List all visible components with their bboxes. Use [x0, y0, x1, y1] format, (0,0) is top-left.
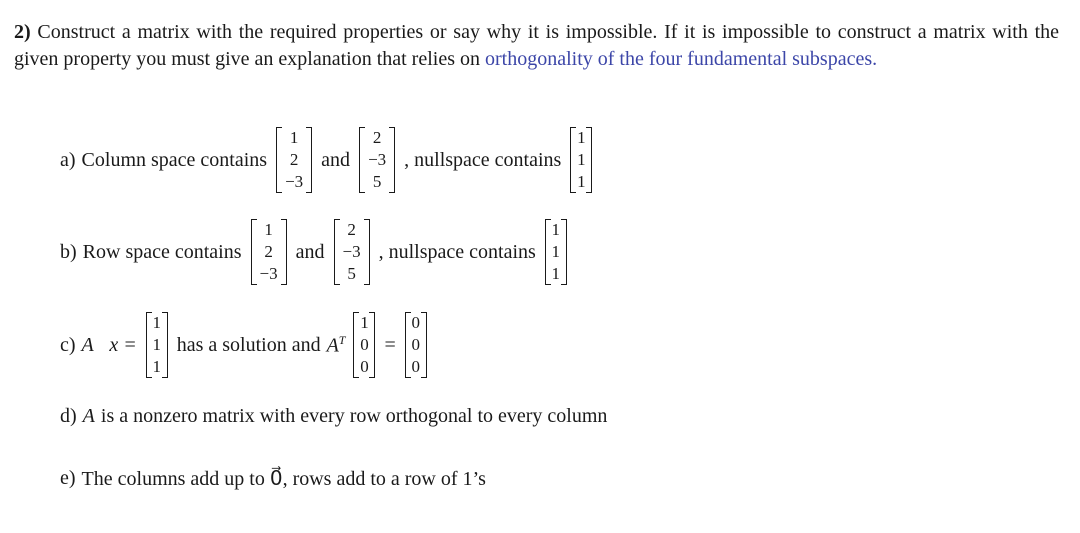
part-b — [60, 219, 570, 285]
part-e-text: The columns add up to 0⃗, rows add to a row of 1’s — [81, 468, 486, 490]
part-d-label: d) — [60, 405, 77, 427]
part-c-vector-1: 1 1 1 — [146, 312, 168, 378]
part-a-label: a) — [60, 148, 76, 171]
part-a-text2: , nullspace contains — [404, 148, 562, 171]
part-b-label: b) — [60, 240, 77, 263]
part-c-lhs: A⃗x = — [81, 333, 137, 356]
problem-statement — [14, 19, 1059, 73]
part-b-vector-2: 2 −3 5 — [334, 219, 370, 285]
part-c-text1: has a solution and — [176, 333, 321, 356]
part-a-vector-1: 1 2 −3 — [276, 127, 312, 193]
part-c-vector-2: 1 0 0 — [353, 312, 375, 378]
orthogonality-link-text: orthogonality of the four fundamental subspaces. — [485, 48, 878, 70]
part-c — [60, 312, 430, 378]
part-d — [60, 405, 607, 428]
part-c-label: c) — [60, 333, 76, 356]
part-c-equals: = — [384, 333, 396, 356]
problem-intro: Construct a matrix with the required properties or say why it is impossible. If it is impossible to construct a matrix with the given property you must give an explanation that relies on — [14, 21, 1059, 70]
part-c-a-transpose: $A^T$ — [326, 332, 346, 357]
part-a — [60, 127, 595, 193]
part-e — [60, 466, 492, 491]
part-b-vector-3: 1 1 1 — [545, 219, 567, 285]
part-c-vector-3: 0 0 0 — [405, 312, 427, 378]
part-a-vector-3: 1 1 1 — [570, 127, 592, 193]
part-a-and: and — [321, 148, 351, 171]
part-b-vector-1: 1 2 −3 — [251, 219, 287, 285]
part-a-text1: Column space contains — [81, 148, 268, 171]
part-e-label: e) — [60, 467, 76, 489]
part-b-text2: , nullspace contains — [378, 240, 536, 263]
part-a-vector-2: 2 −3 5 — [359, 127, 395, 193]
part-b-text1: Row space contains — [82, 240, 242, 263]
part-b-and: and — [295, 240, 325, 263]
part-d-text: is a nonzero matrix with every row orthogonal to every column — [100, 405, 608, 427]
problem-number: 2) — [14, 21, 31, 43]
part-d-math: A — [82, 405, 95, 427]
